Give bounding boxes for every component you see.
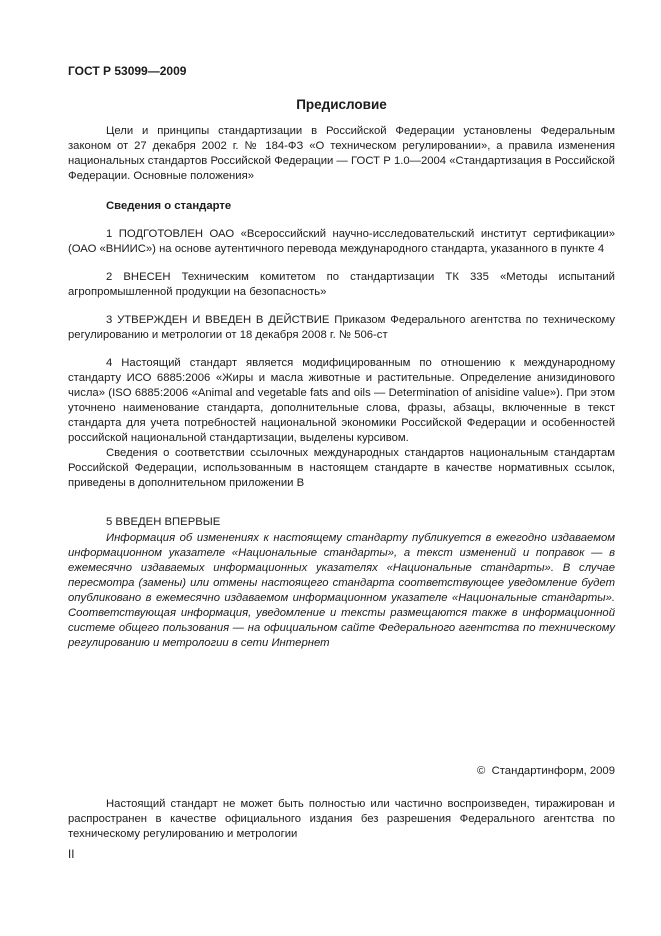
page-number: II: [68, 849, 75, 861]
restriction-note: Настоящий стандарт не может быть полностью или частично воспроизведен, тиражирован и распространен в качестве официального издания без разрешения Федерального агентства по техническому регулированию и метрологии: [68, 798, 615, 840]
standard-info-heading: Сведения о стандарте: [106, 200, 232, 212]
standard-info-item-5: 5 ВВЕДЕН ВПЕРВЫЕ: [106, 516, 221, 528]
standard-info-item-2: 2 ВНЕСЕН Техническим комитетом по стандартизации ТК 335 «Методы испытаний агропромышленной продукции на безопасность»: [68, 271, 615, 298]
doc-code: ГОСТ Р 53099—2009: [68, 64, 187, 78]
standard-info-item-1: 1 ПОДГОТОВЛЕН ОАО «Всероссийский научно-исследовательский институт сертификации» (ОАО «ВНИИС») на основе аутентичного перевода международного стандарта, указанного в пункте 4: [68, 228, 615, 255]
standard-info-item-3: 3 УТВЕРЖДЕН И ВВЕДЕН В ДЕЙСТВИЕ Приказом Федерального агентства по техническому регулированию и метрологии от 18 декабря 2008 г. № 506-ст: [68, 314, 615, 341]
copyright-line: © Стандартинформ, 2009: [477, 765, 615, 777]
publication-note: Информация об изменениях к настоящему стандарту публикуется в ежегодно издаваемом информационном указателе «Национальные стандарты», а текст изменений и поправок — в ежемесячно издаваемых информационных указателях «Национальные стандарты». В случае пересмотра (замены) или отмены настоящего стандарта соответствующее уведомление будет опубликовано в ежемесячно издаваемом информационном указателе «Национальные стандарты». Соответствующая информация, уведомление и тексты размещаются также в информационной системе общего пользования — на официальном сайте Федерального агентства по техническому регулированию и метрологии в сети Интернет: [68, 532, 615, 649]
reference-note: Сведения о соответствии ссылочных международных стандартов национальным стандартам Российской Федерации, использованным в настоящем стандарте в качестве нормативных ссылок, приведены в дополнительном приложении В: [68, 447, 615, 489]
standard-info-item-4: 4 Настоящий стандарт является модифицированным по отношению к международному стандарту ИСО 6885:2006 «Жиры и масла животные и растительные. Определение анизидинового числа» (ISO 6885:2006 «Animal and vegetable fats and oils — Determination of anisidine value»). При этом уточнено наименование стандарта, дополнительные слова, фразы, абзацы, включенные в текст стандарта для учета потребностей национальной экономики Российской Федерации и особенностей российской национальной стандартизации, выделены курсивом.: [68, 357, 615, 444]
page-title: Предисловие: [296, 97, 387, 112]
intro-paragraph: Цели и принципы стандартизации в Российской Федерации установлены Федеральным законом от 27 декабря 2002 г. № 184-ФЗ «О техническом регулировании», а правила изменения национальных стандартов Российской Федерации — ГОСТ Р 1.0—2004 «Стандартизация в Российской Федерации. Основные положения»: [68, 125, 615, 182]
